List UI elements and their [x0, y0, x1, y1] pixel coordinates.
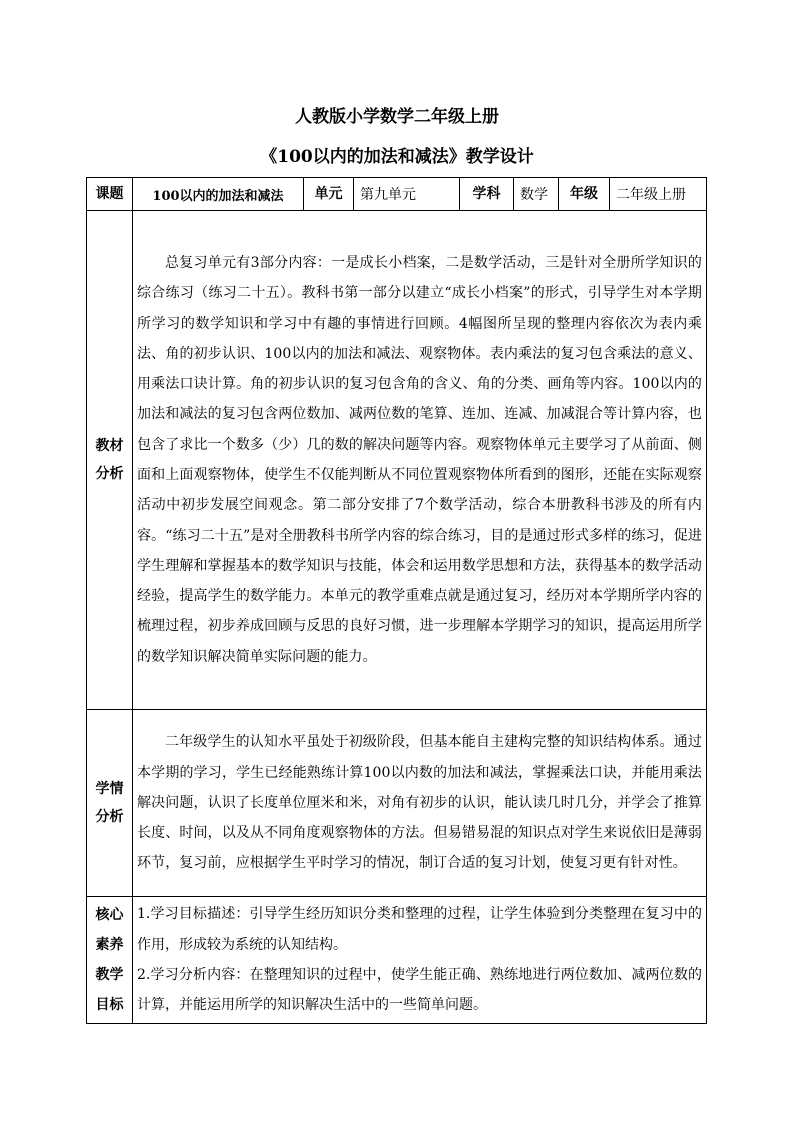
core-goals-item-2: 2.学习分析内容：在整理知识的过程中，使学生能正确、熟练地进行两位数加、减两位数的计算，并能运用所学的知识解决生活中的一些简单问题。 [137, 967, 702, 1014]
textbook-analysis-label [87, 211, 133, 710]
document-title: 人教版小学数学二年级上册 [295, 107, 499, 127]
textbook-analysis-text: 总复习单元有3部分内容：一是成长小档案，二是数学活动，三是针对全册所学知识的综合练习（练习二十五）。教科书第一部分以建立“成长小档案”的形式，引导学生对本学期所学习的数学知识和学习中有趣的事情进行回顾。4幅图所呈现的整理内容依次为表内乘法、角的初步认识、100以内的加法和减法、观察物体。表内乘法的复习包含乘法的意义、用乘法口诀计算。角的初步认识的复习包含角的含义、角的分类、画角等内容。100以内的加法和减法的复习包含两位数加、减两位数的笔算、连加、连减、加减混合等计算内容，也包含了求比一个数多（少）几的数的解决问题等内容。观察物体单元主要学习了从前面、侧面和上面观察物体，使学生不仅能判断从不同位置观察物体所看到的图形，还能在实际观察活动中初步发展空间观念。第二部分安排了7个数学活动，综合本册教科书涉及的所有内容。“练习二十五”是对全册教科书所学内容的综合练习，目的是通过形式多样的练习，促进学生理解和掌握基本的数学知识与技能，体会和运用数学思想和方法，获得基本的数学活动经验，提高学生的数学能力。本单元的教学重难点就是通过复习，经历对本学期所学内容的梳理过程，初步养成回顾与反思的良好习惯，进一步理解本学期学习的知识，提高运用所学的数学知识解决简单实际问题的能力。 [137, 254, 702, 665]
document-subtitle: 《100以内的加法和减法》教学设计 [260, 147, 534, 167]
core-goals-label-line3: 教学 [95, 967, 124, 983]
textbook-analysis-label-line2: 分析 [95, 466, 124, 482]
unit-label: 单元 [304, 178, 354, 211]
core-goals-row [87, 897, 707, 1024]
textbook-analysis-content [133, 211, 707, 710]
core-goals-label-line2: 素养 [95, 937, 124, 953]
grade-value: 二年级上册 [610, 178, 707, 211]
student-analysis-row [87, 710, 707, 897]
lesson-plan-table [86, 177, 707, 1024]
student-analysis-label [87, 710, 133, 897]
topic-value: 100以内的加法和减法 [133, 178, 304, 211]
textbook-analysis-label-line1: 教材 [95, 438, 124, 454]
grade-label: 年级 [559, 178, 610, 211]
header-row [87, 178, 707, 211]
core-goals-label-line4: 目标 [95, 997, 124, 1013]
student-analysis-label-line1: 学情 [95, 781, 124, 797]
core-goals-label [87, 897, 133, 1024]
topic-label: 课题 [87, 178, 133, 211]
core-goals-item-1: 1.学习目标描述：引导学生经历知识分类和整理的过程，让学生体验到分类整理在复习中的作用，形成较为系统的认知结构。 [137, 906, 702, 953]
core-goals-label-line1: 核心 [95, 907, 124, 923]
student-analysis-text: 二年级学生的认知水平虽处于初级阶段，但基本能自主建构完整的知识结构体系。通过本学期的学习，学生已经能熟练计算100以内数的加法和减法，掌握乘法口诀，并能用乘法解决问题，认识了长度单位厘米和米，对角有初步的认识，能认读几时几分，并学会了推算长度、时间，以及从不同角度观察物体的方法。但易错易混的知识点对学生来说依旧是薄弱环节，复习前，应根据学生平时学习的情况，制订合适的复习计划，使复习更有针对性。 [137, 734, 702, 872]
subject-value: 数学 [514, 178, 559, 211]
unit-value: 第九单元 [354, 178, 460, 211]
student-analysis-label-line2: 分析 [95, 809, 124, 825]
student-analysis-content [133, 710, 707, 897]
subject-label: 学科 [460, 178, 514, 211]
core-goals-content [133, 897, 707, 1024]
textbook-analysis-row [87, 211, 707, 710]
